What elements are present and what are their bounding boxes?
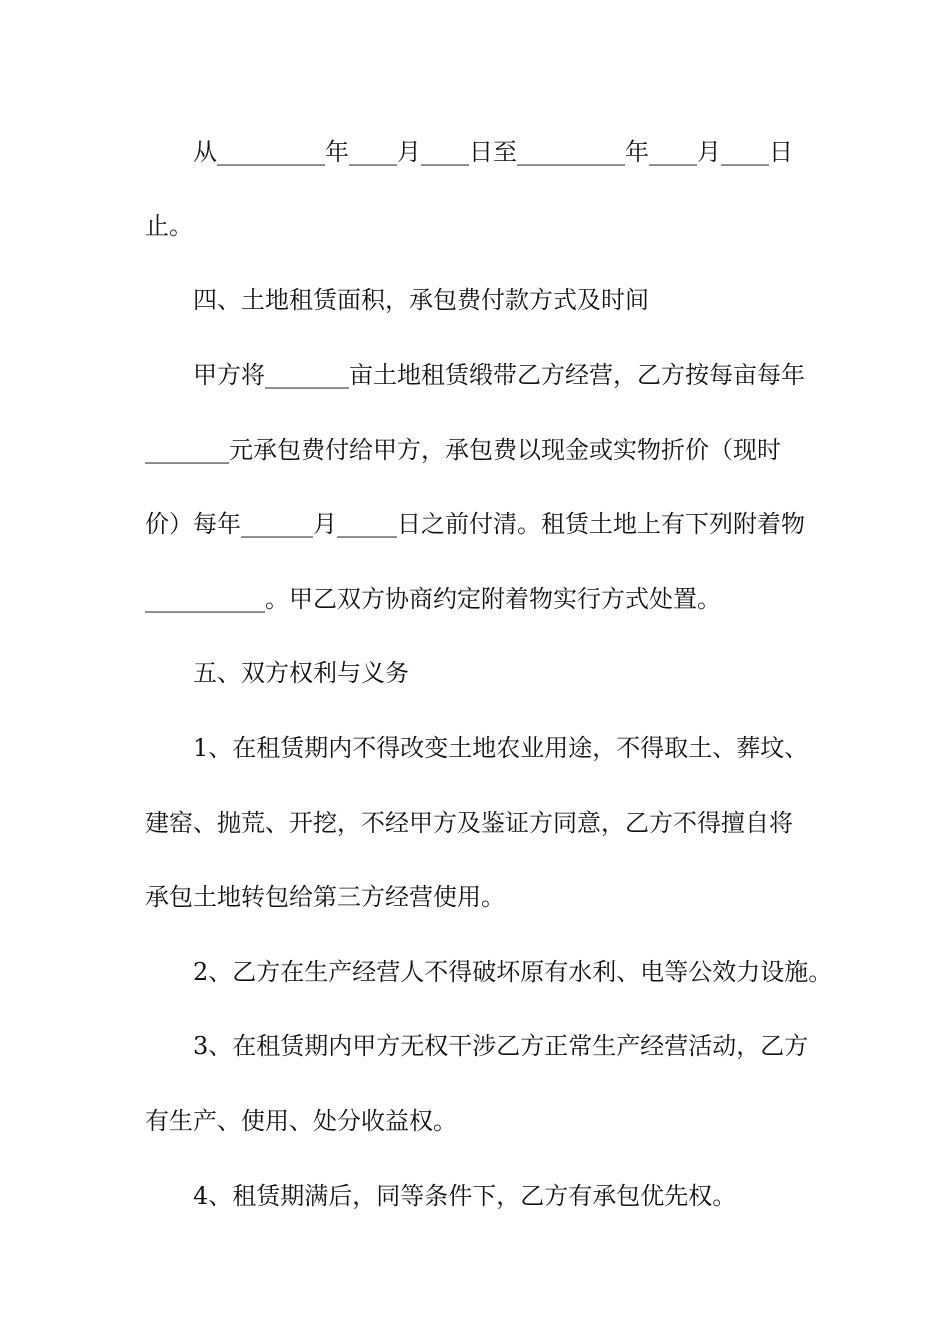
clause-3-line: 3、在租赁期内甲方无权干涉乙方正常生产经营活动，乙方 (193, 1032, 809, 1060)
rental-period-line: 从_________年____月____日至_________年____月____日 (193, 138, 793, 166)
clause-2-line: 2、乙方在生产经营人不得破坏原有水利、电等公效力设施。 (193, 958, 833, 986)
clause-1-line: 建窑、抛荒、开挖，不经甲方及鉴证方同意，乙方不得擅自将 (145, 809, 793, 837)
section-4-heading: 四、土地租赁面积，承包费付款方式及时间 (193, 286, 649, 314)
paragraph-line: 甲方将_______亩土地租赁缎带乙方经营，乙方按每亩每年 (193, 361, 805, 389)
clause-1-line: 承包土地转包给第三方经营使用。 (145, 883, 505, 911)
rental-period-end: 止。 (145, 212, 193, 240)
paragraph-line: __________。甲乙双方协商约定附着物实行方式处置。 (145, 585, 721, 613)
clause-1-line: 1、在租赁期内不得改变土地农业用途，不得取土、葬坟、 (193, 734, 809, 762)
paragraph-line: 价）每年______月_____日之前付清。租赁土地上有下列附着物 (145, 510, 805, 538)
section-5-heading: 五、双方权利与义务 (193, 659, 409, 687)
clause-3-line: 有生产、使用、处分收益权。 (145, 1107, 457, 1135)
clause-4-line: 4、租赁期满后，同等条件下，乙方有承包优先权。 (193, 1182, 737, 1210)
paragraph-line: _______元承包费付给甲方，承包费以现金或实物折价（现时 (145, 436, 781, 464)
